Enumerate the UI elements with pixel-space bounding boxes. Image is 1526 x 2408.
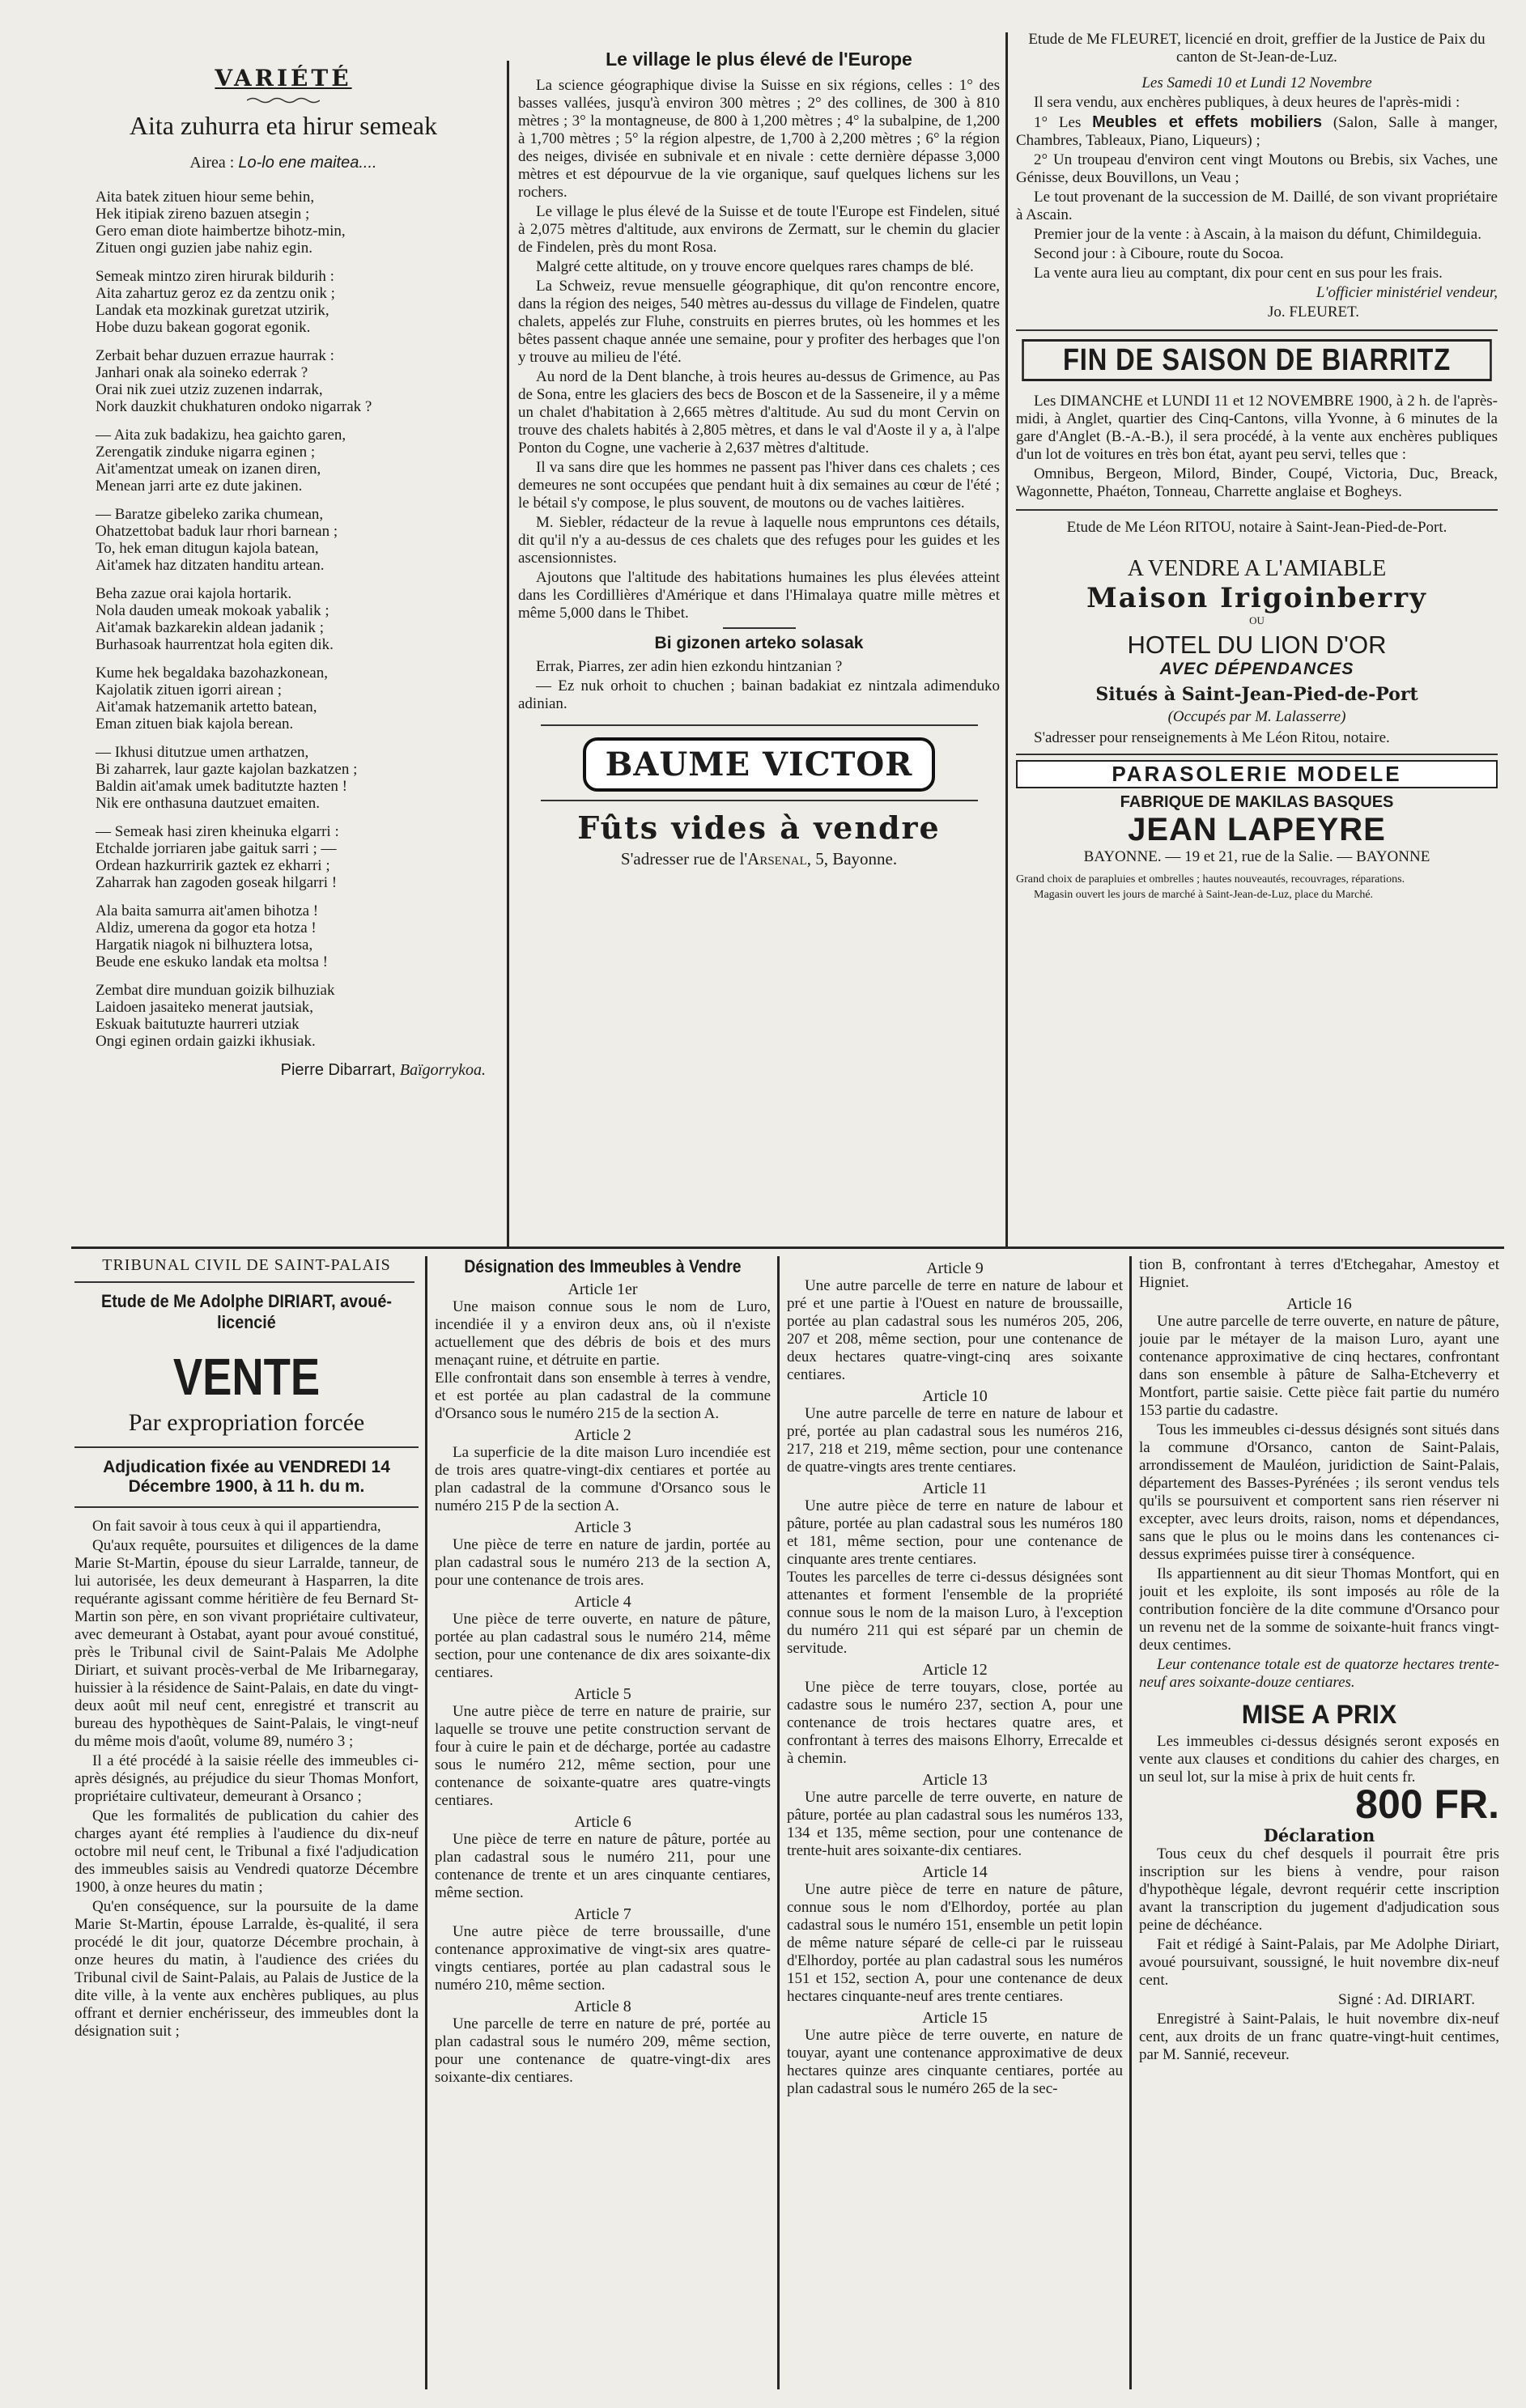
article-heading: Article 14	[922, 1863, 988, 1881]
column-rule	[1129, 1256, 1132, 2389]
poem-line: Zituen ongi guzien jabe nahiz egin.	[96, 240, 313, 257]
tribunal-column	[74, 1256, 419, 2389]
article-text: Une pièce de terre touyars, close, portée au cadastre sous le numéro 237, section A, pour une contenance de trois hectares quatre ares, et confrontant à terres des maisons Elhorry, Errecalde et à chemin.	[787, 1679, 1123, 1767]
lapeyre-name: JEAN LAPEYRE	[1128, 812, 1386, 847]
fleuret-text: Premier jour de la vente : à Ascain, à la maison du défunt, Chimildeguia.	[1034, 226, 1481, 243]
tribunal-body	[74, 1518, 419, 2041]
poem-stanza	[96, 823, 494, 891]
body-text: Tous les immeubles ci-dessus désignés sont situés dans la commune d'Orsanco, canton de Saint-Palais, arrondissement de Mauléon, juridiction de Saint-Palais, département des Basses-Pyrénées ; ils seront vendus tels qu'ils se poursuivent et comportent sans rien réserver ni excepter, avec leurs droits, raison, noms et dépendances, sans que le plus ou le moins dans les contenances ci-dessus exprimées puisse tirer à conséquence.	[1139, 1421, 1499, 1563]
tribunal-paragraph: Que les formalités de publication du cahier des charges ayant été remplies à l'audience du dix-neuf octobre mil neuf cent, le Tribunal a fixé l'adjudication des immeubles saisis au Vendredi quatorze Décembre 1900, à onze heures du matin ;	[74, 1807, 419, 1896]
article-paragraph: Il va sans dire que les hommes ne passent pas l'hiver dans ces chalets ; ces demeures ne sont occupées que pendant huit à dix semaines au cœur de l'été ; le bétail s'y compose, le plus souvent, de moutons ou de vaches laitières.	[518, 459, 1000, 512]
fleuret-text: Il sera vendu, aux enchères publiques, à deux heures de l'après-midi :	[1034, 94, 1460, 111]
poem-stanza	[96, 665, 494, 733]
article-heading: Article 9	[926, 1259, 984, 1277]
lapeyre-note: Magasin ouvert les jours de marché à Saint-Jean-de-Luz, place du Marché.	[1034, 889, 1374, 901]
article-heading: Article 16	[1286, 1295, 1352, 1313]
article-text: Une autre parcelle de terre ouverte, en nature de pâture, jouie par le métayer de la maison Luro, ayant une contenance approximative de cinq hectares, confrontant dans son ensemble à pâture de Salha-Etcheverry et Montfort, partie saisie. Cette pièce fait partie du numéro 153 partie du cadastre.	[1139, 1313, 1499, 1419]
poem-line: Nola dauden umeak mokoak yabalik ;	[96, 602, 329, 619]
article-text: Une pièce de terre ouverte, en nature de pâture, portée au plan cadastral sous le numéro 214, même section, pour une contenance de dix ares soixante-dix centiares.	[435, 1611, 771, 1681]
article-heading: Article 7	[574, 1905, 631, 1923]
poem-line: Ordean hazkurririk gaztek ez ekharri ;	[96, 857, 330, 874]
fleuret-sig-role: L'officier ministériel vendeur,	[1316, 284, 1498, 301]
article-title: Le village le plus élevé de l'Europe	[606, 49, 912, 70]
article-text: Une autre pièce de terre broussaille, d'une contenance approximative de vingt-six ares quatre-vingts centiares, portée au plan cadastral sous le numéro 210, même section.	[435, 1923, 771, 1994]
poem-line: Zerbait behar duzuen errazue haurrak :	[96, 347, 334, 364]
poem-line: Nork dauzkit chukhaturen ondoko nigarrak ?	[96, 398, 372, 415]
column-rule	[777, 1256, 780, 2389]
body-text: Ils appartiennent au dit sieur Thomas Montfort, qui en jouit et les exploite, ils sont imposés au rôle de la contribution foncière de la dite commune d'Orsanco pour un revenu net de la somme de soixante-huit francs vingt-deux centimes.	[1139, 1565, 1499, 1654]
divider	[74, 1446, 419, 1448]
fleuret-header: Etude de Me FLEURET, licencié en droit, greffier de la Justice de Paix du canton de St-Jean-de-Luz.	[1028, 31, 1486, 66]
article-heading: Article 6	[574, 1813, 631, 1831]
biarritz-title: FIN DE SAISON DE BIARRITZ	[1022, 339, 1492, 381]
designation-title: Désignation des Immeubles à Vendre	[464, 1256, 742, 1276]
poem-line: Bi zaharrek, laur gazte kajolan bazkatzen ;	[96, 761, 358, 778]
ritou-l1: A VENDRE A L'AMIABLE	[1127, 556, 1387, 581]
article-text: La superficie de la dite maison Luro incendiée est de trois ares quatre-vingt-dix centiares et portée au plan cadastral de la commune d'Orsanco sous le numéro 215 P de la section A.	[435, 1444, 771, 1514]
poem-line: Nik ere onthasuna dautzuet emaiten.	[96, 795, 320, 812]
divider	[723, 627, 796, 629]
futs-address-street: Arsenal	[747, 849, 807, 868]
poem-line: Aldiz, umerena da gogor eta hotza !	[96, 919, 317, 936]
futs-address-pre: S'adresser rue de l'	[620, 849, 748, 868]
ritou-l4: AVEC DÉPENDANCES	[1159, 660, 1354, 678]
poem-line: Kajolatik zituen igorri airean ;	[96, 682, 283, 699]
article-paragraph: La science géographique divise la Suisse en six régions, celles : 1° des basses vallées, jusqu'à environ 300 mètres ; 2° des collines, de 300 à 810 mètres ; 3° la montagneuse, de 800 à 1,200 mètres ; 4° la subalpine, de 1,200 à 1,700 mètres ; 5° la région alpestre, de 1,700 à 2,200 mètres ; 6° la région des neiges, divisée en subnivale et en nivale : cette dernière dépasse 3,000 mètres et est dépourvue de la vie organique, sauf quelques lichens sur les rochers.	[518, 77, 1000, 201]
poem-stanza	[96, 982, 494, 1050]
poem-line: Orai nik zuei utziz zuzenen indarrak,	[96, 381, 323, 398]
article-text: Une maison connue sous le nom de Luro, incendiée il y a environ deux ans, où il n'existe actuellement que des débris de bois et des murs menaçant ruine, et détruite en partie. Elle confrontait dans son ensemble à terres à vendre, et est portée au plan cadastral de la commune d'Orsanco sous le numéro 215 de la section A.	[435, 1298, 771, 1422]
article-heading: Article 12	[922, 1661, 988, 1679]
air-label: Airea :	[189, 154, 235, 172]
poem-line: Ait'amak bazkarekin aldean jadanik ;	[96, 619, 324, 636]
ritou-text: S'adresser pour renseignements à Me Léon Ritou, notaire.	[1034, 729, 1390, 746]
poem-line: Etchalde jorriaren jabe gaituk sarri ; —	[96, 840, 337, 857]
article-heading: Article 2	[574, 1426, 631, 1444]
tribunal-paragraph: Qu'aux requête, poursuites et diligences de la dame Marie St-Martin, épouse du sieur Larralde, tanneur, de lui autorisée, les deux demeurant à Hasparren, la dite requérante agissant comme héritière de feu Bernard St-Martin son père, en son vivant propriétaire cultivateur, avec demeurant à Ostabat, ayant pour avoué constitué, près le Tribunal civil de Saint-Palais Me Adolphe Diriart, et suivant procès-verbal de Me Iribarnegaray, huissier à la résidence de Saint-Palais, en date du vingt-deux août mil neuf cent, enregistré et transcrit au bureau des hypothèques de Saint-Palais, le vingt-neuf du même mois d'août, volume 89, numéro 3 ;	[74, 1537, 419, 1750]
futs-address-post: , 5, Bayonne.	[806, 849, 898, 868]
dialog-line: — Ez nuk orhoit to chuchen ; bainan badakiat ez nintzala adimenduko adinian.	[518, 677, 1000, 712]
wavy-ornament	[247, 96, 320, 104]
article-text: Une pièce de terre en nature de pâture, portée au plan cadastral sous le numéro 211, pour une contenance de trente et un ares cinquante centiares, même section.	[435, 1831, 771, 1901]
divider	[1016, 509, 1498, 511]
article-text: Une autre pièce de terre ouverte, en nature de touyar, ayant une contenance approximative de deux hectares quinze ares cinquante centiares, portée au plan cadastral sous le numéro 265 de la sec-	[787, 2027, 1123, 2097]
poem-line: — Aita zuk badakizu, hea gaichto garen,	[96, 427, 346, 444]
tribunal-paragraph: On fait savoir à tous ceux à qui il appartiendra,	[92, 1518, 381, 1535]
poem-line: Janhari onak ala soineko ederrak ?	[96, 364, 308, 381]
article-text: Une autre parcelle de terre en nature de labour et pré et une partie à l'Ouest en nature de broussaille, portée au plan cadastral sous les numéros 205, 206, 207 et 208, même section, pour une contenance de deux hectares quatre-vingt-cinq ares soixante centiares.	[787, 1277, 1123, 1383]
ritou-header: Etude de Me Léon RITOU, notaire à Saint-Jean-Pied-de-Port.	[1066, 519, 1447, 536]
designation-articles	[435, 1280, 771, 2087]
annonces-column	[1016, 31, 1498, 1241]
article-heading: Article 11	[922, 1480, 988, 1497]
fleuret-sig-name: Jo. FLEURET.	[1267, 304, 1360, 321]
article-heading: Article 4	[574, 1593, 631, 1611]
fleuret-p2-post: (Salon, Salle à manger, Chambres, Tableaux, Piano, Liqueurs) ;	[1016, 114, 1498, 149]
ritou-ou: OU	[1249, 614, 1265, 626]
article-text: Une autre pièce de terre en nature de prairie, sur laquelle se trouve une petite construction servant de four à cuire le pain et de décharge, portée au cadastre sous le numéro 212, même section, pour une contenance de soixante-quatre ares quatre-vingts centiares.	[435, 1703, 771, 1809]
poem-stanza	[96, 427, 494, 495]
poem-line: Baldin ait'amak umek baditutzte hazten !	[96, 778, 348, 795]
ritou-l6: (Occupés par M. Lalasserre)	[1167, 708, 1346, 725]
air-name: Lo-lo ene maitea....	[238, 154, 377, 172]
vente-title: VENTE	[172, 1348, 321, 1406]
poem-line: Zerengatik zinduke nigarra eginen ;	[96, 444, 316, 461]
article-heading: Article 10	[922, 1387, 988, 1405]
poem-line: Hargatik niagok ni bilhuztera lotsa,	[96, 936, 313, 953]
poem-line: Ait'amak hatzemanik artetto batean,	[96, 699, 317, 716]
poem-line: Gero eman diote haimbertze bihotz-min,	[96, 223, 346, 240]
variete-column	[73, 65, 494, 1242]
etude-name: Etude de Me Adolphe DIRIART, avoué-licencié	[100, 1291, 392, 1332]
section-rule	[71, 1246, 1504, 1249]
poem-line: Ala baita samurra ait'amen bihotza !	[96, 902, 319, 919]
poem-line: Burhasoak haurrentzat hola egiten dik.	[96, 636, 334, 653]
adjudication-line: Adjudication fixée au VENDREDI 14 Décembre 1900, à 11 h. du m.	[103, 1458, 390, 1496]
article-continuation: tion B, confrontant à terres d'Etchegahar, Amestoy et Higniet.	[1139, 1256, 1499, 1291]
column-rule	[507, 61, 509, 1246]
article-paragraph: Le village le plus élevé de la Suisse et de toute l'Europe est Findelen, situé à 2,075 mètres d'altitude, aux environs de Zermatt, sur le chemin du glacier de Findelen, près du mont Rosa.	[518, 203, 1000, 256]
biarritz-text: Les DIMANCHE et LUNDI 11 et 12 NOVEMBRE 1900, à 2 h. de l'après-midi, à Anglet, quartier des Cinq-Cantons, villa Yvonne, à 6 minutes de la gare d'Anglet (B.-A.-B.), il sera procédé, à la vente aux enchères publiques d'un lot de voitures en très bon état, ayant peu servi, telles que :	[1016, 393, 1498, 463]
poem-signature	[73, 1061, 494, 1080]
articles-list	[787, 1259, 1123, 2098]
fleuret-text: 2° Un troupeau d'environ cent vingt Moutons ou Brebis, six Vaches, une Génisse, deux Bouvillons, un Veau ;	[1016, 151, 1498, 186]
poem-stanza	[96, 902, 494, 970]
article-paragraph: Au nord de la Dent blanche, à trois heures au-dessus de Grimence, au Pas de Sona, entre les glaciers des becs de Boscon et de la Sasseneire, il y a même un chalet d'habitation à 2,665 mètres d'altitude. Au sud du mont Cervin on trouve des chalets habités à 2,805 mètres, et dans le val d'Aoste il y a, à l'alpe Ponton du Cogne, une vacherie à 2,637 mètres d'altitude.	[518, 368, 1000, 457]
village-article-body	[518, 77, 1000, 622]
futs-address	[518, 849, 1000, 869]
body-text: Leur contenance totale est de quatorze hectares trente-neuf ares soixante-douze centiares.	[1139, 1656, 1499, 1691]
poem-line: Ohatzettobat baduk laur rhori barnean ;	[96, 523, 338, 540]
body-text: Les immeubles ci-dessus désignés seront exposés en vente aux clauses et conditions du cahier des charges, en un seul lot, sur la mise à prix de huit cents fr.	[1139, 1733, 1499, 1786]
ritou-l3: HOTEL DU LION D'OR	[1127, 631, 1387, 659]
article-paragraph: Malgré cette altitude, on y trouve encore quelques rares champs de blé.	[536, 258, 974, 275]
fleuret-text: Le tout provenant de la succession de M. Daillé, de son vivant propriétaire à Ascain.	[1016, 189, 1498, 223]
fleuret-text: La vente aura lieu au comptant, dix pour cent en sus pour les frais.	[1034, 265, 1443, 282]
poem-stanza	[96, 347, 494, 415]
futs-title: Fûts vides à vendre	[577, 809, 941, 846]
author-name: Pierre Dibarrart,	[280, 1061, 396, 1079]
fleuret-dates: Les Samedi 10 et Lundi 12 Novembre	[1141, 74, 1372, 91]
poem-line: Eman zituen biak kajola berean.	[96, 716, 294, 733]
lapeyre-note: Grand choix de parapluies et ombrelles ; hautes nouveautés, recouvrages, réparations.	[1016, 873, 1405, 885]
poem-line: — Semeak hasi ziren kheinuka elgarri :	[96, 823, 339, 840]
lapeyre-addr: BAYONNE. — 19 et 21, rue de la Salie. — BAYONNE	[1083, 848, 1430, 865]
divider	[541, 724, 978, 726]
fleuret-p2-pre: 1° Les	[1034, 114, 1093, 131]
poem-line: Zembat dire munduan goizik bilhuziak	[96, 982, 335, 999]
article-paragraph: Ajoutons que l'altitude des habitations humaines les plus élevées atteint dans les Cordillières d'Amérique et dans l'Himalaya quatre mille mètres et même 5,000 dans le Thibet.	[518, 569, 1000, 622]
column-rule	[1005, 32, 1008, 1246]
poem-line: Aita batek zituen hiour seme behin,	[96, 189, 315, 206]
article-text: Une autre parcelle de terre ouverte, en nature de pâture, portée au plan cadastral sous les numéros 133, 134 et 135, même section, pour une contenance de trente-huit ares soixante-dix centiares.	[787, 1789, 1123, 1859]
poem-line: — Ikhusi ditutzue umen arthatzen,	[96, 744, 309, 761]
village-column	[518, 49, 1000, 1246]
prix-amount: 800 FR.	[1355, 1782, 1499, 1827]
poem-line: To, hek eman ditugun kajola batean,	[96, 540, 319, 557]
baume-victor-logo: BAUME VICTOR	[583, 737, 936, 792]
poem-line: Ait'amentzat umeak on izanen diren,	[96, 461, 321, 478]
article-paragraph: La Schweiz, revue mensuelle géographique, dit qu'on rencontre encore, dans la région des neiges, 540 mètres au-dessus du village de Findelen, quatre chalets, appelés zur Fluhe, construits en pierres brutes, où les hommes et les bêtes passent chaque année une semaine, pour y profiter des herbages que l'on y trouve au milieu de l'été.	[518, 278, 1000, 366]
designation-column	[435, 1256, 771, 2389]
article-text: Une pièce de terre en nature de jardin, portée au plan cadastral sous le numéro 213 de la section A, pour une contenance de trois ares.	[435, 1536, 771, 1589]
poem-line: Landak eta mozkinak guretzat utzirik,	[96, 302, 329, 319]
ritou-l2: Maison Irigoinberry	[1086, 582, 1427, 614]
poem-title: Aita zuhurra eta hirur semeak	[129, 111, 438, 140]
poem-line: Aita zahartuz geroz ez da zentzu onik ;	[96, 285, 335, 302]
article-text: Une parcelle de terre en nature de pré, portée au plan cadastral sous le numéro 209, même section, pour une contenance de quatre-vingt-dix ares soixante-dix centiares.	[435, 2015, 771, 2086]
tribunal-paragraph: Qu'en conséquence, sur la poursuite de la dame Marie St-Martin, épouse Larralde, ès-qualité, il sera procédé le dit jour, quatorze Décembre prochain, à onze heures du matin, à l'audience des criées du Tribunal civil de Saint-Palais, au Palais de Justice de la dite ville, à la vente aux enchères publiques, au plus offrant et dernier enchérisseur, des immeubles dont la désignation suit ;	[74, 1898, 419, 2040]
body-text: Enregistré à Saint-Palais, le huit novembre dix-neuf cent, aux droits de un franc quatre-vingt-huit centimes, par M. Sannié, receveur.	[1139, 2011, 1499, 2063]
poem-line: Zaharrak han zagoden goseak hilgarri !	[96, 874, 338, 891]
declaration-title: Déclaration	[1263, 1825, 1375, 1845]
poem-stanza	[96, 744, 494, 812]
lapeyre-sub: FABRIQUE DE MAKILAS BASQUES	[1120, 793, 1394, 811]
fleuret-text	[1016, 113, 1498, 150]
court-name: TRIBUNAL CIVIL DE SAINT-PALAIS	[102, 1256, 391, 1274]
section-title: VARIÉTÉ	[215, 65, 352, 91]
article-text: Une autre parcelle de terre en nature de labour et pré, portée au plan cadastral sous les numéros 216, 217, 218 et 219, même section, pour une contenance de quatre-vingts ares trente centiares.	[787, 1405, 1123, 1476]
poem-stanzas	[73, 189, 494, 1050]
poem-line: Hobe duzu bakean gogorat egonik.	[96, 319, 311, 336]
poem-line: Beude ene eskuko landak eta moltsa !	[96, 953, 329, 970]
body-text: Tous ceux du chef desquels il pourrait être pris inscription sur les biens à vendre, pour raison d'hypothèque légale, devront requérir cette inscription avant la transcription du jugement d'adjudication sous peine de déchéance.	[1139, 1845, 1499, 1934]
article-heading: Article 5	[574, 1685, 631, 1703]
article-heading: Article 13	[922, 1771, 988, 1789]
divider	[74, 1506, 419, 1508]
poem-line: Semeak mintzo ziren hirurak bildurih :	[96, 268, 334, 285]
poem-stanza	[96, 506, 494, 574]
column-rule	[425, 1256, 427, 2389]
poem-line: Hek itipiak zireno bazuen atsegin ;	[96, 206, 310, 223]
poem-line: Beha zazue orai kajola hortarik.	[96, 585, 292, 602]
body-text: Fait et rédigé à Saint-Palais, par Me Adolphe Diriart, avoué poursuivant, soussigné, le huit novembre dix-neuf cent.	[1139, 1936, 1499, 1989]
mise-a-prix-title: MISE A PRIX	[1241, 1700, 1397, 1729]
poem-line: Menean jarri arte ez dute jakinen.	[96, 478, 303, 495]
poem-line: — Baratze gibeleko zarika chumean,	[96, 506, 324, 523]
article-heading: Article 15	[922, 2009, 988, 2027]
article-heading: Article 8	[574, 1998, 631, 2015]
poem-line: Laidoen jasaiteko menerat jautsiak,	[96, 999, 314, 1016]
article-heading: Article 3	[574, 1518, 631, 1536]
vente-subtitle: Par expropriation forcée	[128, 1409, 365, 1436]
signature: Signé : Ad. DIRIART.	[1338, 1991, 1475, 2008]
poem-stanza	[96, 585, 494, 653]
dialog-title: Bi gizonen arteko solasak	[654, 634, 864, 652]
dialog-line: Errak, Piarres, zer adin hien ezkondu hintzanian ?	[536, 658, 843, 675]
article-text: Une autre pièce de terre en nature de pâture, connue sous le nom d'Elhordoy, portée au plan cadastral sous le numéro 151, ensemble un petit lopin de même nature séparé de celle-ci par le ruisseau d'Elhordoy, portée au plan cadastral sous les numéros 151 et 152, section A, pour une contenance de deux hectares cinquante-neuf ares trente centiares.	[787, 1881, 1123, 2005]
poem-stanza	[96, 268, 494, 336]
ritou-l5: Situés à Saint-Jean-Pied-de-Port	[1095, 684, 1418, 705]
fleuret-text: Second jour : à Ciboure, route du Socoa.	[1034, 245, 1284, 262]
poem-line: Ait'amek haz ditzaten handitu artean.	[96, 557, 325, 574]
air-line	[73, 154, 494, 172]
poem-line: Ongi eginen ordain gaizki ikhusiak.	[96, 1033, 316, 1050]
articles-column	[787, 1256, 1123, 2389]
article-text: Une autre pièce de terre en nature de labour et pâture, portée au plan cadastral sous les numéros 180 et 181, même section, pour une contenance de cinquante ares trente centiares. Toutes les parcelles de terre ci-dessus désignées sont attenantes et forment l'ensemble de la propriété connue sous le nom de la maison Luro, à l'exception du numéro 211 qui est séparé par un chemin de servitude.	[787, 1497, 1123, 1657]
mise-a-prix-column	[1139, 1256, 1499, 2389]
author-place: Baïgorrykoa.	[399, 1061, 486, 1079]
article-heading: Article 1er	[567, 1280, 638, 1298]
lapeyre-title: PARASOLERIE MODELE	[1016, 760, 1498, 788]
poem-stanza	[96, 189, 494, 257]
biarritz-text: Omnibus, Bergeon, Milord, Binder, Coupé, Victoria, Duc, Breack, Wagonnette, Phaéton, Tonneau, Charrette anglaise et Bogheys.	[1016, 465, 1498, 500]
divider	[74, 1281, 414, 1283]
poem-line: Kume hek begaldaka bazohazkonean,	[96, 665, 328, 682]
fleuret-p2-bold: Meubles et effets mobiliers	[1092, 113, 1323, 131]
divider	[1016, 754, 1498, 755]
article-paragraph: M. Siebler, rédacteur de la revue à laquelle nous empruntons ces détails, dit qu'il n'y a au-dessus de ces chalets que des refuges pour les guides et les ascensionnistes.	[518, 514, 1000, 567]
divider	[1016, 329, 1498, 331]
tribunal-paragraph: Il a été procédé à la saisie réelle des immeubles ci-après désignés, au préjudice du sieur Thomas Monfort, propriétaire cultivateur, demeurant à Orsanco ;	[74, 1752, 419, 1805]
poem-line: Eskuak baitutuzte haurreri utziak	[96, 1016, 300, 1033]
divider	[541, 800, 978, 801]
